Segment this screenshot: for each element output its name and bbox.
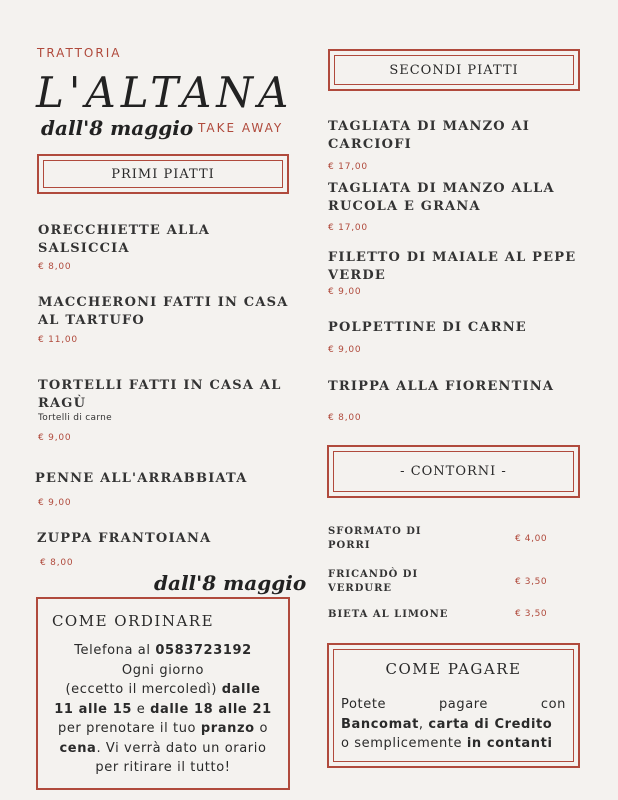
dish-price: € 9,00 [38,433,72,443]
dish-price: € 17,00 [328,162,368,172]
contorni-title: - CONTORNI - [400,464,507,479]
come-pagare-box [327,643,580,768]
contorno-price: € 3,50 [515,577,548,587]
primi-piatti-title: PRIMI PIATTI [111,167,215,182]
dish-name: FILETTO DI MAIALE AL PEPE VERDE [328,250,577,283]
come-ordinare-text: Telefona al 0583723192 Ogni giorno (eccetto il mercoledì) dalle 11 alle 15 e dalle 18 alle 21 per prenotare il tuo pranzo o cena. Vi verrà dato un orario per ritirare il tutto! [54,643,272,775]
dish-name: TAGLIATA DI MANZO AI CARCIOFI [328,119,531,152]
dish-price: € 11,00 [38,335,78,345]
contorno-name: BIETA AL LIMONE [328,609,449,620]
dish-price: € 8,00 [328,413,362,423]
dish-name: TORTELLI FATTI IN CASA AL RAGÙ [38,378,282,411]
dish-name: TRIPPA ALLA FIORENTINA [328,379,555,394]
come-pagare-text: Potete pagare con Bancomat, carta di Credito o semplicemente in contanti [341,697,566,751]
dish-name: TAGLIATA DI MANZO ALLA RUCOLA E GRANA [328,181,555,214]
take-away-label: TAKE AWAY [198,121,284,135]
dish-price: € 9,00 [328,345,362,355]
trattoria-label: TRATTORIA [37,46,122,60]
dish-name: ORECCHIETTE ALLA SALSICCIA [38,223,210,256]
contorno-price: € 3,50 [515,609,548,619]
dish-price: € 9,00 [328,287,362,297]
contorno-name: FRICANDÒ DI VERDURE [328,569,419,594]
dish-price: € 8,00 [40,558,74,568]
contorno-price: € 4,00 [515,534,548,544]
dish-price: € 9,00 [38,498,72,508]
dish-name: PENNE ALL'ARRABBIATA [35,471,248,486]
dish-name: MACCHERONI FATTI IN CASA AL TARTUFO [38,295,289,328]
secondi-piatti-title: SECONDI PIATTI [389,63,519,78]
primi-piatti-header-box [37,154,289,194]
date-script-header: dall'8 maggio [41,116,194,140]
contorno-name: SFORMATO DI PORRI [328,526,422,551]
phone-number: 0583723192 [155,643,252,658]
dish-price: € 8,00 [38,262,72,272]
contorni-header-box [327,445,580,498]
dish-price: € 17,00 [328,223,368,233]
come-ordinare-title: COME ORDINARE [51,612,215,630]
come-ordinare-box [36,597,290,790]
dish-note: Tortelli di carne [38,413,113,423]
secondi-piatti-header-box [328,49,580,91]
dish-name: POLPETTINE DI CARNE [328,320,527,335]
dish-name: ZUPPA FRANTOIANA [37,531,212,546]
date-script-ordinare: dall'8 maggio [154,571,307,595]
restaurant-name: L'ALTANA [36,68,294,117]
come-pagare-title: COME PAGARE [385,660,522,678]
